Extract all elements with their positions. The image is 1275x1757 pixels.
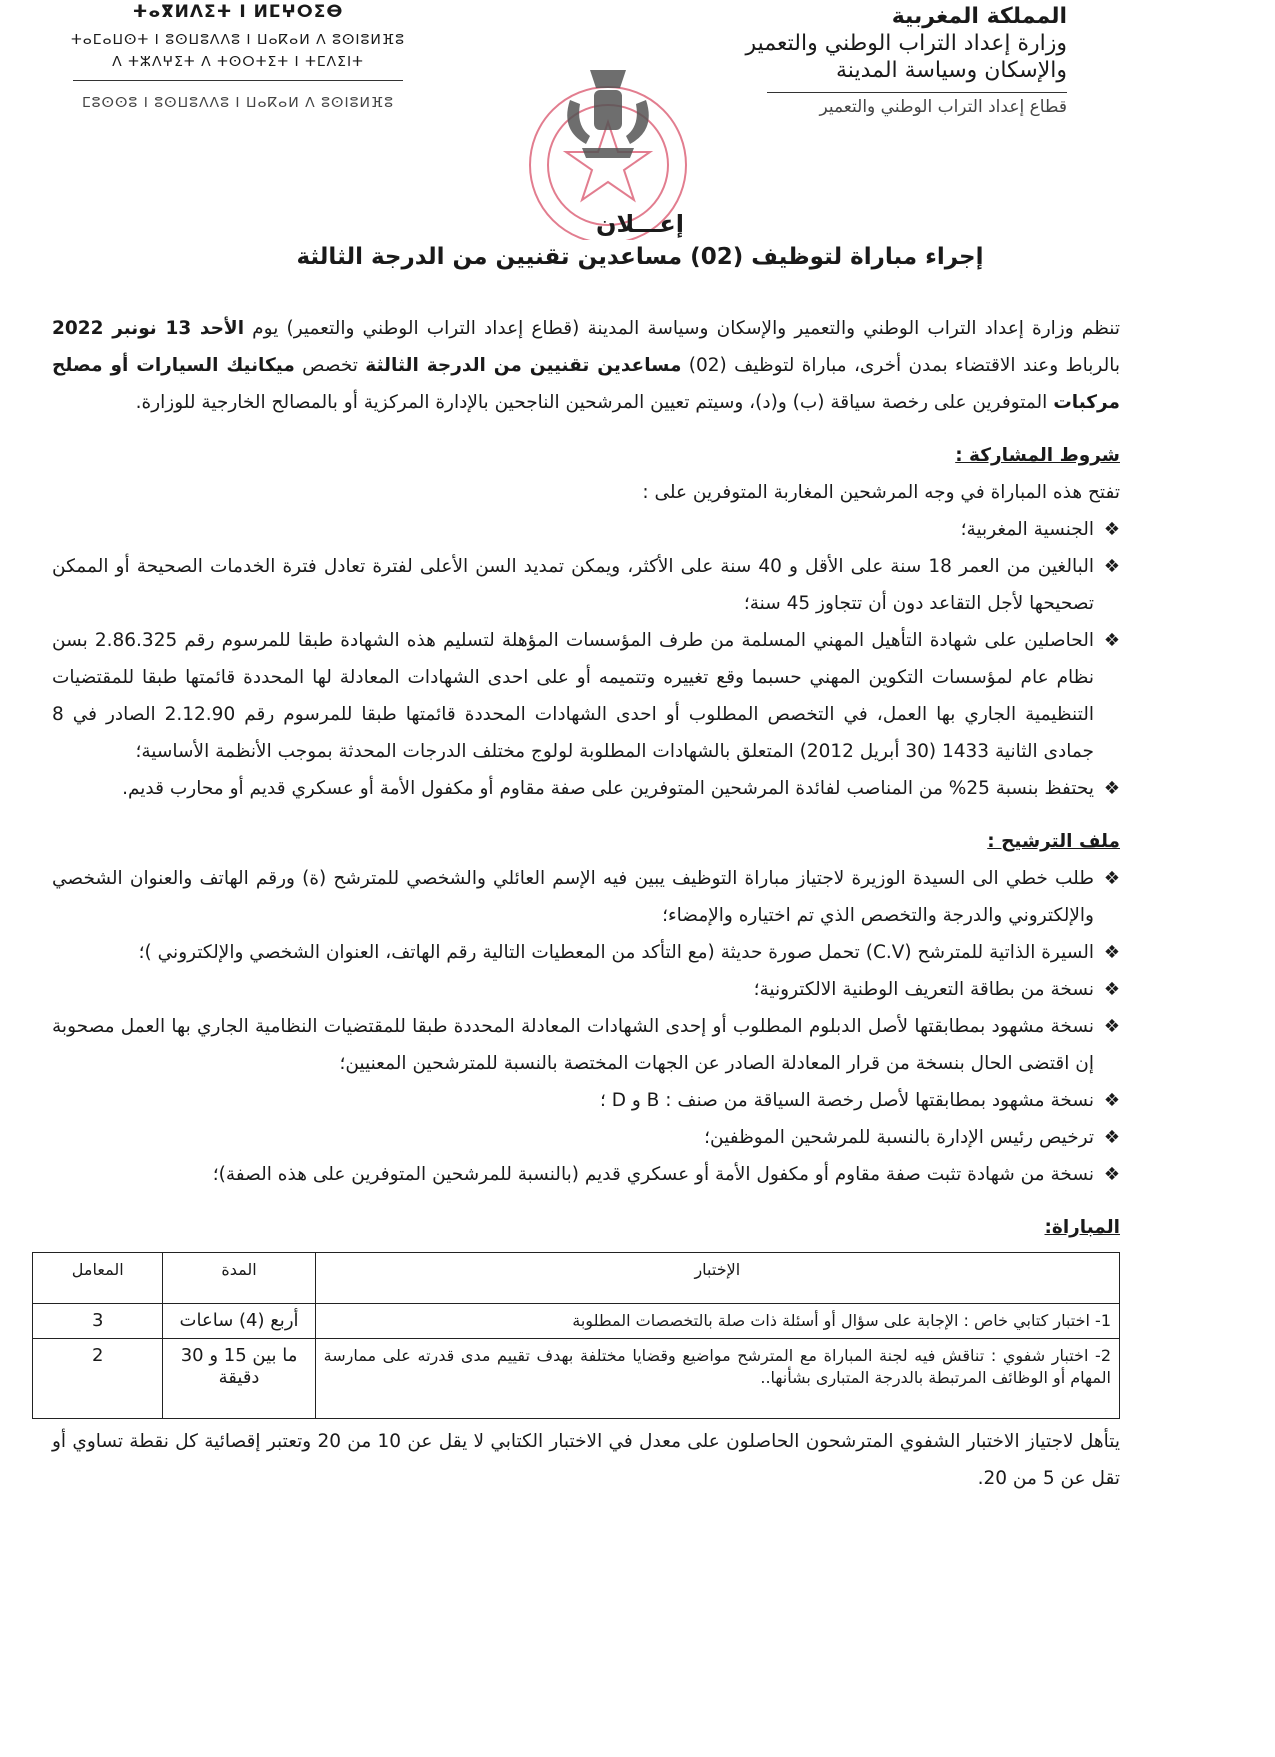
test-description: 2- اختبار شفوي : تناقش فيه لجنة المباراة مع المترشح مواضيع وقضايا مختلفة بهدف تقييم مدى قدرته على ممارسة المهام أو الوظائف المرتبطة بالدرجة المتبارى بشأنها.. (315, 1339, 1119, 1419)
conditions-heading: شروط المشاركة : (955, 445, 1120, 466)
exam-footer-note: يتأهل لاجتياز الاختبار الشفوي المترشحون الحاصلون على معدل في الاختبار الكتابي لا يقل عن 10 من 20 وتعتبر إقصائية كل نقطة تساوي أو تقل عن 5 من 20. (52, 1431, 1120, 1489)
tifinagh-sector: ⵎⵓⵙⵙⵓ ⵏ ⵓⵙⵡⵓⴷⴷⵓ ⵏ ⵡⴰⴽⴰⵍ ⴷ ⵓⵙⵏⵓⵍⴼⵓ (81, 95, 395, 111)
ministry-name-2: والإسكان وسياسة المدينة (836, 58, 1067, 83)
column-header-coefficient: المعامل (33, 1253, 163, 1304)
list-item: ❖ طلب خطي الى السيدة الوزيرة لاجتياز مباراة التوظيف يبين فيه الإسم العائلي والشخصي للمترشح (ة) ورقم الهاتف والعنوان الشخصي والإلكتروني والدرجة والتخصص الذي تم اختياره والإمضاء؛ (52, 860, 1120, 934)
dossier-heading: ملف الترشيح : (987, 831, 1120, 852)
exam-heading: المباراة: (1044, 1217, 1120, 1238)
column-header-duration: المدة (163, 1253, 315, 1304)
test-duration: ما بين 15 و 30 دقيقة (163, 1339, 315, 1419)
header-divider-right (767, 92, 1067, 93)
column-header-test: الإختبار (315, 1253, 1119, 1304)
tifinagh-header (48, 2, 428, 111)
list-item: ❖ يحتفظ بنسبة 25% من المناصب لفائدة المرشحين المتوفرين على صفة مقاوم أو مكفول الأمة أو عسكري قديم أو محارب قديم. (52, 770, 1120, 807)
header-divider-left (73, 80, 403, 81)
ministry-name: وزارة إعداد التراب الوطني والتعمير (745, 31, 1067, 56)
test-duration: أربع (4) ساعات (163, 1304, 315, 1339)
list-item: ❖ السيرة الذاتية للمترشح (C.V) تحمل صورة حديثة (مع التأكد من المعطيات التالية رقم الهاتف، العنوان الشخصي والإلكتروني )؛ (52, 934, 1120, 971)
intro-paragraph: تنظم وزارة إعداد التراب الوطني والتعمير والإسكان وسياسة المدينة (قطاع إعداد التراب الوطني والتعمير) يوم الأحد 13 نونبر 2022 بالرباط وعند الاقتضاء بمدن أخرى، مباراة لتوظيف (02) مساعدين تقنيين من الدرجة الثالثة تخصص ميكانيك السيارات أو مصلح مركبات المتوفرين على رخصة سياقة (ب) و(د)، وسيتم تعيين المرشحين الناجحين بالإدارة المركزية أو بالمصالح الخارجية للوزارة. (52, 318, 1121, 413)
sector-name: قطاع إعداد التراب الوطني والتعمير (819, 97, 1067, 117)
kingdom-title: المملكة المغربية (891, 4, 1067, 29)
list-item: ❖ البالغين من العمر 18 سنة على الأقل و 40 سنة على الأكثر، ويمكن تمديد السن الأعلى لفترة تعادل فترة الخدمات الصحيحة أو الممكن تصحيحها لأجل التقاعد دون أن تتجاوز 45 سنة؛ (52, 548, 1120, 622)
list-item: ❖ نسخة مشهود بمطابقتها لأصل الدبلوم المطلوب أو إحدى الشهادات المعادلة المحددة طبقا للمقتضيات النظامية الجاري بها العمل مصحوبة إن اقتضى الحال بنسخة من قرار المعادلة الصادر عن الجهات المختصة بالنسبة للمترشحين المعنيين؛ (52, 1008, 1120, 1082)
table-row (33, 1304, 1120, 1339)
test-description: 1- اختبار كتابي خاص : الإجابة على سؤال أو أسئلة ذات صلة بالتخصصات المطلوبة (315, 1304, 1119, 1339)
table-header-row (33, 1253, 1120, 1304)
position-title: مساعدين تقنيين من الدرجة الثالثة (365, 355, 682, 376)
announcement-body (52, 310, 1120, 1497)
exam-table (32, 1252, 1120, 1419)
list-item: ❖ نسخة مشهود بمطابقتها لأصل رخصة السياقة من صنف : B و D ؛ (52, 1082, 1120, 1119)
list-item: ❖ الحاصلين على شهادة التأهيل المهني المسلمة من طرف المؤسسات المؤهلة لتسليم هذه الشهادة طبقا للمرسوم رقم 2.86.325 بسن نظام عام لمؤسسات التكوين المهني حسبما وقع تغييره وتتميمه أو على احدى الشهادات المعادلة لها المحددة قائمتها طبقا للمقتضيات التنظيمية الجاري بها العمل، في التخصص المطلوب أو احدى الشهادات المحددة قائمتها طبقا للمرسوم رقم 2.12.90 الصادر في 8 جمادى الثانية 1433 (30 أبريل 2012) المتعلق بالشهادات المطلوبة لولوج مختلف الدرجات المحدثة بموجب الأنظمة الأساسية؛ (52, 622, 1120, 770)
list-item: ❖ نسخة من شهادة تثبت صفة مقاوم أو مكفول الأمة أو عسكري قديم (بالنسبة للمرشحين المتوفرين على هذه الصفة)؛ (52, 1156, 1120, 1193)
announcement-subject: إجراء مباراة لتوظيف (02) مساعدين تقنيين من الدرجة الثالثة (296, 244, 984, 270)
tifinagh-ministry-2: ⴷ ⵜⵣⴷⵖⵉⵜ ⴷ ⵜⵙⵔⵜⵉⵜ ⵏ ⵜⵎⴷⵉⵏⵜ (112, 54, 364, 70)
announcement-heading: إعـــلان (596, 210, 684, 238)
exam-date: الأحد 13 نونبر 2022 (52, 318, 245, 339)
conditions-list (52, 511, 1120, 807)
conditions-lead: تفتح هذه المباراة في وجه المرشحين المغاربة المتوفرين على : (642, 482, 1120, 503)
tifinagh-kingdom: ⵜⴰⴳⵍⴷⵉⵜ ⵏ ⵍⵎⵖⵔⵉⴱ (132, 2, 344, 22)
test-coefficient: 3 (33, 1304, 163, 1339)
specialty: ميكانيك السيارات أو مصلح مركبات (52, 355, 1120, 413)
list-item: ❖ ترخيص رئيس الإدارة بالنسبة للمرشحين الموظفين؛ (52, 1119, 1120, 1156)
list-item: ❖ الجنسية المغربية؛ (52, 511, 1120, 548)
dossier-list (52, 860, 1120, 1193)
table-row (33, 1339, 1120, 1419)
tifinagh-ministry: ⵜⴰⵎⴰⵡⵙⵜ ⵏ ⵓⵙⵡⵓⴷⴷⵓ ⵏ ⵡⴰⴽⴰⵍ ⴷ ⵓⵙⵏⵓⵍⴼⵓ (70, 32, 405, 48)
list-item: ❖ نسخة من بطاقة التعريف الوطنية الالكترونية؛ (52, 971, 1120, 1008)
test-coefficient: 2 (33, 1339, 163, 1419)
